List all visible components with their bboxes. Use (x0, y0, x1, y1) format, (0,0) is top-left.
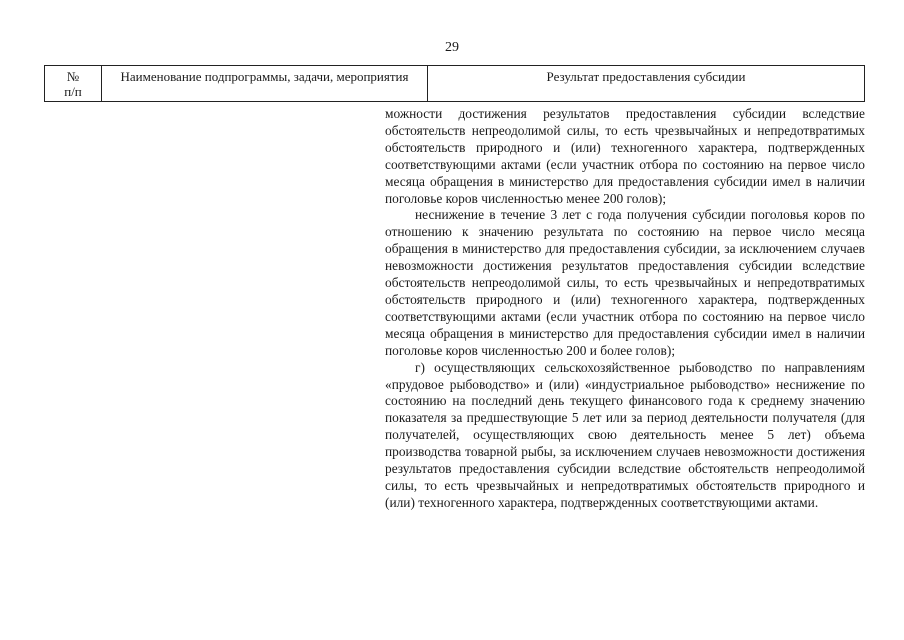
column-header-result: Результат предоставления субсидии (546, 69, 746, 84)
column-header-number-line2: п/п (64, 84, 82, 99)
column-header-number-line1: № (66, 69, 80, 84)
paragraph-continuation: можности достижения результатов предоставления субсидии вследствие обстоятельств непреодолимой силы, то есть чрезвычайных и непредотвратимых обстоятельств природного и (или) техногенного характера, подтвержденных соответствующими актами (если участник отбора по состоянию на первое число месяца обращения в министерство для предоставления субсидии имел в наличии поголовье коров численностью менее 200 голов); (385, 106, 865, 206)
column-header-name: Наименование подпрограммы, задачи, мероприятия (102, 66, 428, 101)
table-header (44, 65, 865, 102)
page-number: 29 (445, 40, 459, 55)
paragraph-cows-headcount: неснижение в течение 3 лет с года получения субсидии поголовья коров по отношению к значению результата по состоянию на первое число месяца обращения в министерство для предоставления субсидии, за исключением случаев невозможности достижения результатов предоставления субсидии вследствие обстоятельств непреодолимой силы, то есть чрезвычайных и непредотвратимых обстоятельств природного и (или) техногенного характера, подтвержденных соответствующими актами (если участник отбора по состоянию на первое число месяца обращения в министерство для предоставления субсидии имел в наличии поголовье коров численностью 200 и более голов); (385, 207, 865, 358)
result-cell-text (385, 106, 865, 512)
paragraph-fish-farming: г) осуществляющих сельскохозяйственное рыбоводство по направлениям «прудовое рыбоводство» и (или) «индустриальное рыбоводство» неснижение по состоянию на последний день текущего финансового года к среднему значению показателя за предшествующие 5 лет или за период деятельности получателя (для получателей, осуществляющих свою деятельность менее 5 лет) объема производства товарной рыбы, за исключением случаев невозможности достижения результатов предоставления субсидии вследствие обстоятельств непреодолимой силы, то есть чрезвычайных и непредотвратимых обстоятельств природного и (или) техногенного характера, подтвержденных соответствующими актами. (385, 359, 865, 510)
column-header-number (45, 66, 102, 101)
